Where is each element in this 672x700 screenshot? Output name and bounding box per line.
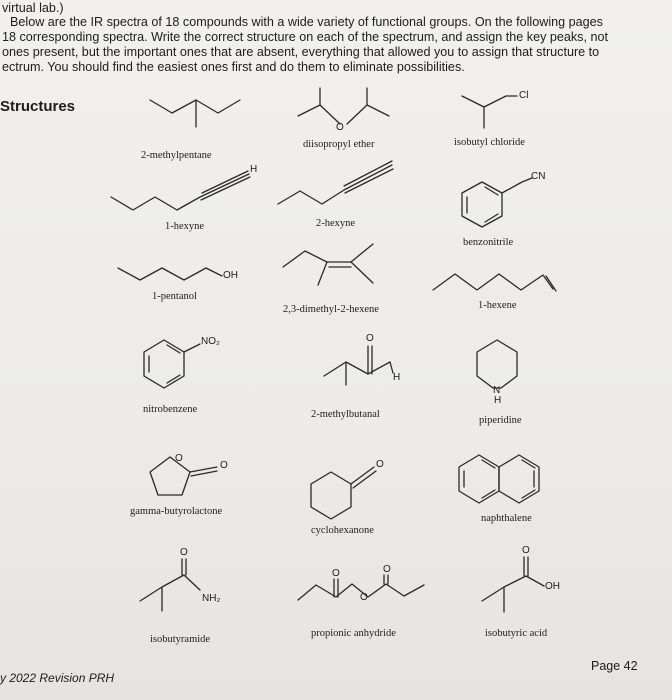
structure-piperidine xyxy=(477,340,517,388)
atom-label: O xyxy=(522,545,530,556)
compound-name: diisopropyl ether xyxy=(303,139,375,150)
structure-1-hexene xyxy=(433,274,556,291)
compound-name: 1-pentanol xyxy=(152,291,197,302)
atom-label: O xyxy=(175,453,183,464)
compound-name: naphthalene xyxy=(481,513,532,524)
atom-label: NH₂ xyxy=(202,593,221,604)
structure-cyclohexanone xyxy=(311,467,376,519)
compound-name: piperidine xyxy=(479,415,522,426)
compound-name: 2-methylpentane xyxy=(141,150,212,161)
atom-label: O xyxy=(366,333,374,344)
structure-naphthalene xyxy=(459,455,539,503)
structure-diisopropyl-ether xyxy=(298,88,389,124)
intro-line-1: Below are the IR spectra of 18 compounds with a wide variety of functional groups. On the following pages xyxy=(10,15,603,29)
atom-label: O xyxy=(383,564,391,575)
atom-label: H xyxy=(393,372,401,383)
atom-label: OH xyxy=(223,270,238,281)
intro-line-0: virtual lab.) xyxy=(2,1,64,15)
atom-label: O xyxy=(376,459,384,470)
atom-label: O xyxy=(220,460,228,471)
structure-isobutyramide xyxy=(140,559,200,611)
atom-label: O xyxy=(332,568,340,579)
structure-isobutyric-acid xyxy=(482,557,544,612)
structure-1-hexyne xyxy=(111,171,250,210)
intro-line-2: 18 corresponding spectra. Write the correct structure on each of the spectrum, and assign the key peaks, not xyxy=(2,30,608,44)
atom-label: N xyxy=(493,385,501,396)
compound-name: propionic anhydride xyxy=(311,628,396,639)
compound-name: 1-hexyne xyxy=(165,221,205,232)
atom-label: H xyxy=(250,164,258,175)
compound-name: isobutyric acid xyxy=(485,628,548,639)
structure-isobutyl-chloride xyxy=(462,96,517,128)
compound-name: gamma-butyrolactone xyxy=(130,506,223,517)
compound-name: 1-hexene xyxy=(478,300,517,311)
footer-revision: y 2022 Revision PRH xyxy=(0,671,115,685)
compound-name: benzonitrile xyxy=(463,237,514,248)
compound-name: isobutyl chloride xyxy=(454,137,525,148)
structure-2-hexyne xyxy=(278,161,393,204)
structure-nitrobenzene xyxy=(144,340,200,388)
compound-name: 2,3-dimethyl-2-hexene xyxy=(283,304,379,315)
atom-label: NO₂ xyxy=(201,336,220,347)
structure-2-methylbutanal xyxy=(324,346,393,385)
atom-label: Cl xyxy=(519,90,529,101)
compound-name: isobutyramide xyxy=(150,634,211,645)
atom-label: O xyxy=(360,592,368,603)
compound-name: 2-methylbutanal xyxy=(311,409,380,420)
atom-label: O xyxy=(180,547,188,558)
structure-gamma-butyrolactone xyxy=(150,457,217,495)
atom-label: OH xyxy=(545,581,560,592)
intro-line-3: ones present, but the important ones that are absent, everything that allowed you to assign that structure to xyxy=(2,45,600,59)
structure-benzonitrile xyxy=(462,178,532,227)
intro-line-4: ectrum. You should find the easiest ones first and do them to eliminate possibilities. xyxy=(2,60,465,74)
compound-name: cyclohexanone xyxy=(311,525,374,536)
structure-2-methylpentane xyxy=(150,100,240,127)
compound-name: nitrobenzene xyxy=(143,404,198,415)
page-number: Page 42 xyxy=(591,659,638,673)
atom-label: O xyxy=(336,122,344,133)
section-title: Structures xyxy=(0,98,76,115)
structure-2-3-dimethyl-2-hexene xyxy=(283,244,373,285)
atom-label: H xyxy=(494,395,502,406)
structure-1-pentanol xyxy=(118,268,222,280)
compound-name: 2-hexyne xyxy=(316,218,356,229)
atom-label: CN xyxy=(531,171,546,182)
